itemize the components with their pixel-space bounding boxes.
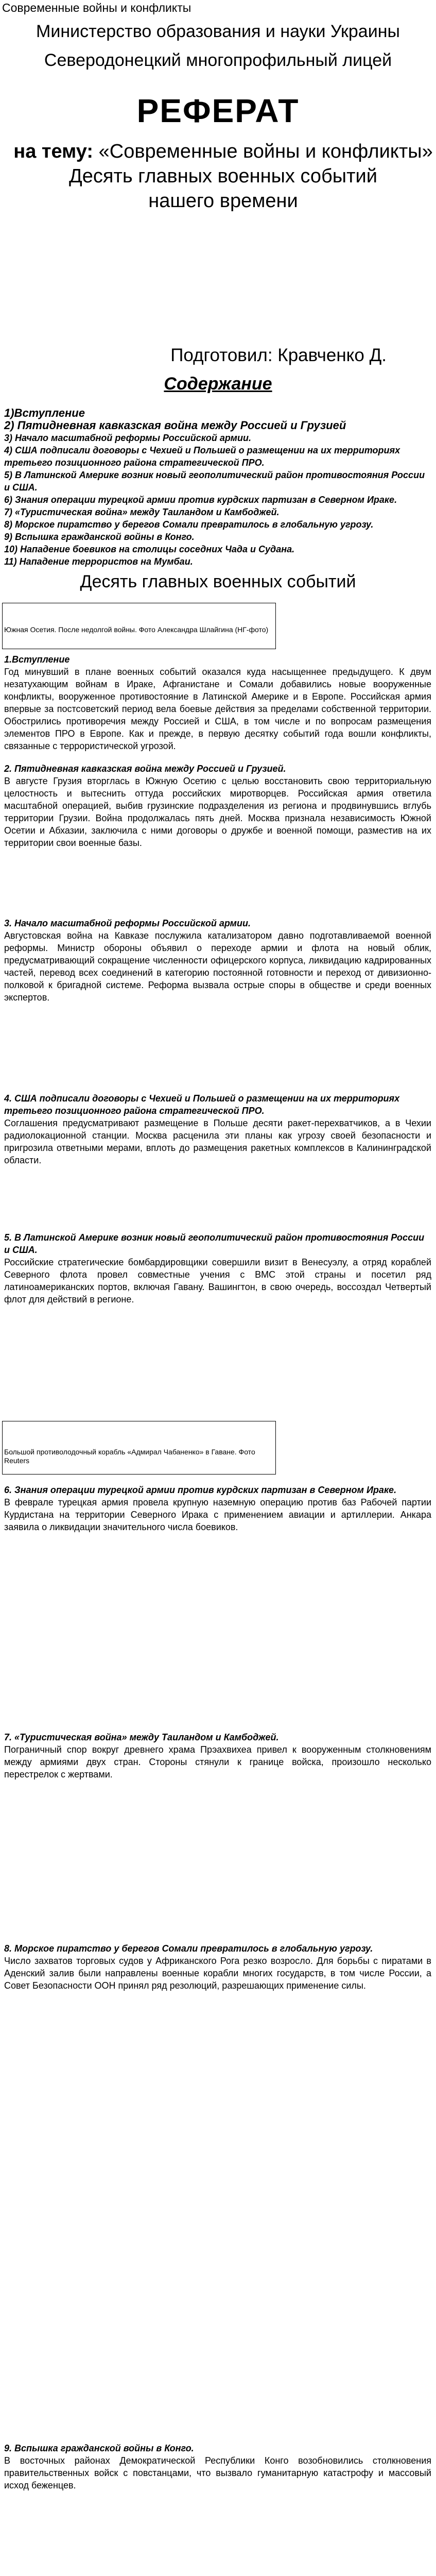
- section-heading: 6. Знания операции турецкой армии против курдских партизан в Северном Ираке.: [4, 1485, 397, 1495]
- section-text: Пограничный спор вокруг древнего храма Прэахвихеа привел к вооруженным столкновениям между армиями двух стран. Стороны стянули к границе войска, произошло несколько перестрелок с жертвами.: [4, 1744, 431, 1780]
- section-heading: 3. Начало масштабной реформы Российской армии.: [4, 918, 251, 928]
- section-heading: 9. Вспышка гражданской войны в Конго.: [4, 2443, 194, 2453]
- section-4: [4, 1092, 431, 1166]
- toc-item: 11) Нападение террористов на Мумбаи.: [4, 556, 193, 567]
- section-text: В восточных районах Демократической Республики Конго возобновились столкновения правительственных войск с повстанцами, что вызвало гуманитарную катастрофу и массовый исход беженцев.: [4, 2455, 431, 2490]
- topic-line-2: Десять главных военных событий: [69, 165, 377, 187]
- section-heading: 5. В Латинской Америке возник новый геополитический район противостояния России и США.: [4, 1232, 425, 1255]
- toc-item: 5) В Латинской Америке возник новый геополитический район противостояния России и США.: [4, 470, 425, 493]
- topic-prefix: на тему:: [13, 141, 94, 162]
- contents-title: Содержание: [164, 374, 272, 394]
- section-7: [4, 1731, 431, 1781]
- section-text: В августе Грузия вторглась в Южную Осетию с целью восстановить свою территориальную целостность и вытеснить оттуда российских миротворцев. Российская армия ответила масштабной операцией, выбив грузинские подразделения из региона и продвинувшись вглубь территории Грузии. Война продолжалась пять дней. Москва признала независимость Южной Осетии и Абхазии, заключила с ними договоры о дружбе и военной помощи, разместив на их территории свои военные базы.: [4, 776, 431, 848]
- prepared-by: Подготовил: Кравченко Д.: [170, 345, 387, 365]
- topic-line-3: нашего времени: [148, 190, 298, 212]
- toc-item: 3) Начало масштабной реформы Российской армии.: [4, 433, 251, 443]
- section-heading: 7. «Туристическая война» между Таиландом и Камбоджей.: [4, 1732, 279, 1742]
- toc-item: 6) Знания операции турецкой армии против курдских партизан в Северном Ираке.: [4, 495, 397, 505]
- section-text: Соглашения предусматривают размещение в Польше десяти ракет-перехватчиков, а в Чехии радиолокационной станции. Москва расценила эти планы как угрозу своей безопасности и пригрозила ответными мерами, вплоть до размещения ракетных комплексов в Калининградской области.: [4, 1118, 431, 1165]
- photo-caption: Южная Осетия. После недолгой войны. Фото Александра Шлайгина (НГ-фото): [4, 625, 269, 634]
- section-text: Августовская война на Кавказе послужила катализатором давно подготавливаемой военной реформы. Министр обороны объявил о переходе армии и флота на новый облик, предусматривающий сокращение численности офицерского корпуса, ликвидацию кадрированных частей, перевод всех соединений в категорию постоянной готовности и переход от дивизионно-полковой к бригадной системе. Реформа вызвала острые споры в обществе и среди военных экспертов.: [4, 930, 431, 1003]
- section-text: В феврале турецкая армия провела крупную наземную операцию против баз Рабочей партии Курдистана на территории Северного Ирака с применением авиации и артиллерии. Анкара заявила о ликвидации значительного числа боевиков.: [4, 1497, 431, 1532]
- section-text: Год минувший в плане военных событий оказался куда насыщеннее предыдущего. К двум незатухающим войнам в Ираке, Афганистане и Сомали добавились новые вооруженные конфликты, вооруженное противостояние в Латинской Америке и в Европе. Российская армия впервые за постсоветский период вела боевые действия за пределами собственной территории. Обострились противоречия между Россией и США, в том числе и по вопросам размещения элементов ПРО в Европе. Как и прежде, в первую десятку событий года вошли конфликты, связанные с террористической угрозой.: [4, 667, 431, 751]
- section-heading: 8. Морское пиратство у берегов Сомали превратилось в глобальную угрозу.: [4, 1943, 373, 1954]
- section-3: [4, 917, 431, 1004]
- section-heading: 2. Пятидневная кавказская война между Россией и Грузией.: [4, 764, 286, 774]
- document-title: РЕФЕРАТ: [136, 92, 300, 129]
- table-of-contents: [4, 407, 431, 568]
- topic-text: «Современные войны и конфликты»: [98, 141, 433, 162]
- toc-item: 2) Пятидневная кавказская война между Россией и Грузией: [4, 419, 346, 432]
- toc-item: 10) Нападение боевиков на столицы соседних Чада и Судана.: [4, 544, 295, 554]
- section-heading: 1.Вступление: [4, 654, 70, 665]
- toc-item: 4) США подписали договоры с Чехией и Польшей о размещении на их территориях третьего позиционного района стратегической ПРО.: [4, 445, 400, 468]
- section-text: Российские стратегические бомбардировщики совершили визит в Венесуэлу, а отряд кораблей Северного флота провел совместные учения с ВМС этой страны и посетил ряд латиноамериканских портов, включая Гавану. Вашингтон, в свою очередь, воссоздал Четвертый флот для действий в регионе.: [4, 1257, 431, 1304]
- section-9: [4, 2442, 431, 2492]
- lyceum-line: Северодонецкий многопрофильный лицей: [44, 50, 392, 70]
- section-8: [4, 1942, 431, 1992]
- topic-block: [10, 139, 436, 213]
- section-5: [4, 1231, 431, 1306]
- subtitle-repeat: Десять главных военных событий: [80, 572, 356, 591]
- section-intro: [4, 653, 431, 752]
- ministry-line: Министерство образования и науки Украины: [36, 22, 400, 41]
- section-heading: 4. США подписали договоры с Чехией и Польшей о размещении на их территориях третьего позиционного района стратегической ПРО.: [4, 1093, 400, 1116]
- section-2: [4, 762, 431, 849]
- toc-item: 9) Вспышка гражданской войны в Конго.: [4, 532, 195, 542]
- toc-item: 7) «Туристическая война» между Таиландом и Камбоджей.: [4, 507, 280, 517]
- toc-item: 1)Вступление: [4, 406, 85, 419]
- document-header: Современные войны и конфликты: [2, 1, 191, 14]
- section-text: Число захватов торговых судов у Африканского Рога резко возросло. Для борьбы с пиратами в Аденский залив были направлены военные корабли многих государств, в том числе России, а Совет Безопасности ООН принял ряд резолюций, разрешающих применение силы.: [4, 1956, 431, 1991]
- toc-item: 8) Морское пиратство у берегов Сомали превратилось в глобальную угрозу.: [4, 519, 374, 530]
- photo-caption: Большой противолодочный корабль «Адмирал Чабаненко» в Гаване. Фото Reuters: [4, 1448, 255, 1465]
- section-6: [4, 1484, 431, 1533]
